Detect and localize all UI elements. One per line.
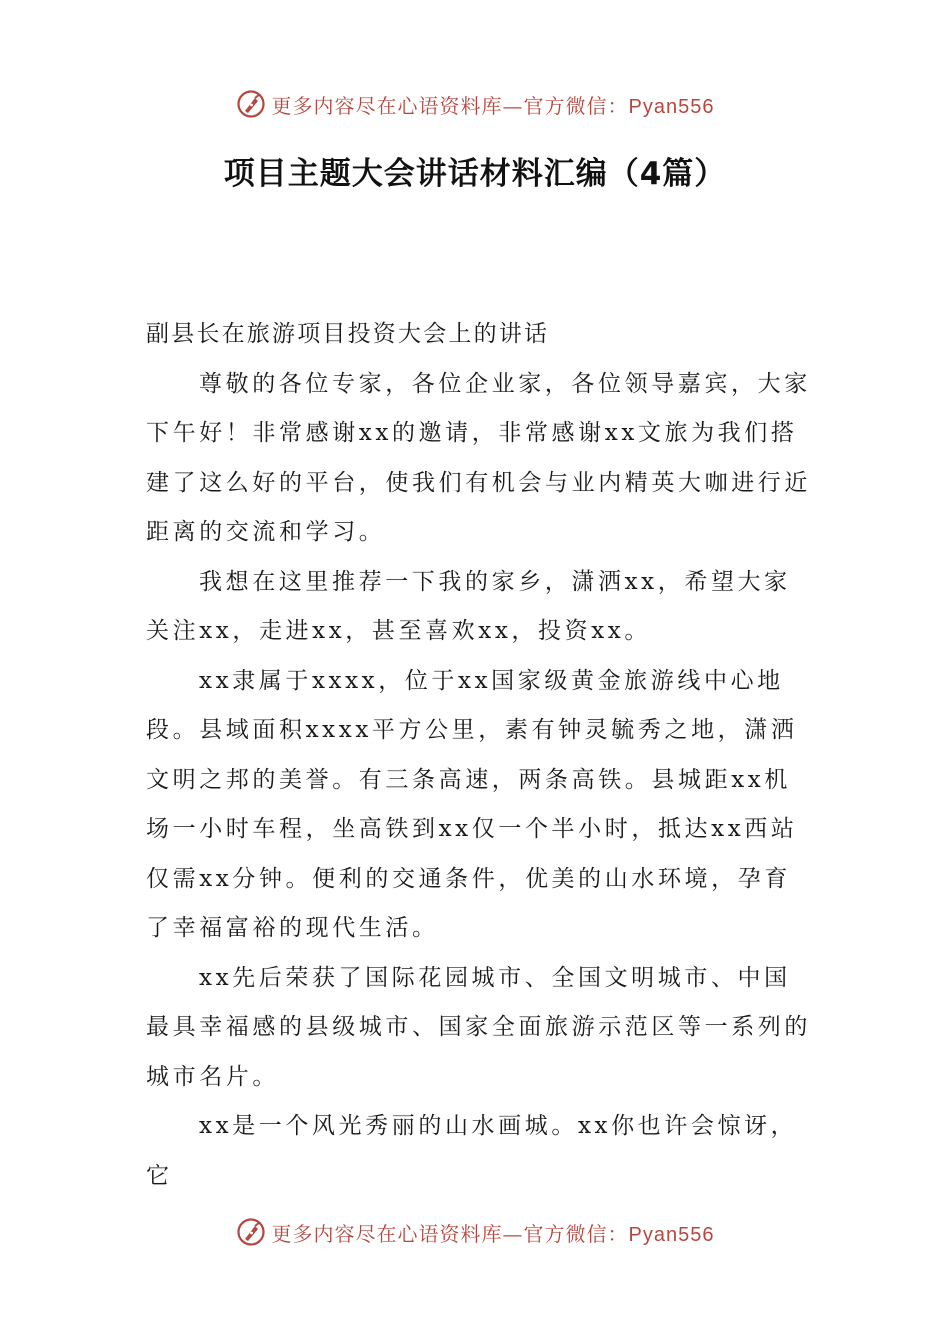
speech-title: 副县长在旅游项目投资大会上的讲话 (146, 321, 550, 347)
wechat-id: Pyan556 (628, 95, 715, 118)
pen-nib-circle-icon (236, 89, 266, 119)
banner-text: 更多内容尽在心语资料库—官方微信：Pyan556 (271, 1221, 715, 1246)
paragraph: 尊敬的各位专家，各位企业家，各位领导嘉宾，大家下午好！非常感谢xx的邀请，非常感谢xx文旅为我们搭建了这么好的平台，使我们有机会与业内精英大咖进行近距离的交流和学习。 (146, 370, 811, 545)
paragraph: xx先后荣获了国际花园城市、全国文明城市、中国最具幸福感的县级城市、国家全面旅游示范区等一系列的城市名片。 (146, 964, 811, 1090)
paragraph: xx隶属于xxxx，位于xx国家级黄金旅游线中心地段。县域面积xxxx平方公里，素有钟灵毓秀之地，潇洒文明之邦的美誉。有三条高速，两条高铁。县城距xx机场一小时车程，坐高铁到xx仅一个半小时，抵达xx西站仅需xx分钟。便利的交通条件，优美的山水环境，孕育了幸福富裕的现代生活。 (146, 667, 798, 941)
paragraph: 我想在这里推荐一下我的家乡，潇洒xx，希望大家关注xx，走进xx，甚至喜欢xx，投资xx。 (146, 568, 791, 644)
footer-banner (0, 1212, 950, 1252)
header-banner (0, 84, 950, 124)
paragraph: xx是一个风光秀丽的山水画城。xx你也许会惊讶，它 (146, 1113, 798, 1189)
document-body (146, 310, 816, 1201)
wechat-id: Pyan556 (628, 1223, 715, 1246)
banner-text: 更多内容尽在心语资料库—官方微信：Pyan556 (271, 93, 715, 118)
pen-nib-circle-icon (236, 1217, 266, 1247)
document-title: 项目主题大会讲话材料汇编（4篇） (223, 156, 727, 192)
